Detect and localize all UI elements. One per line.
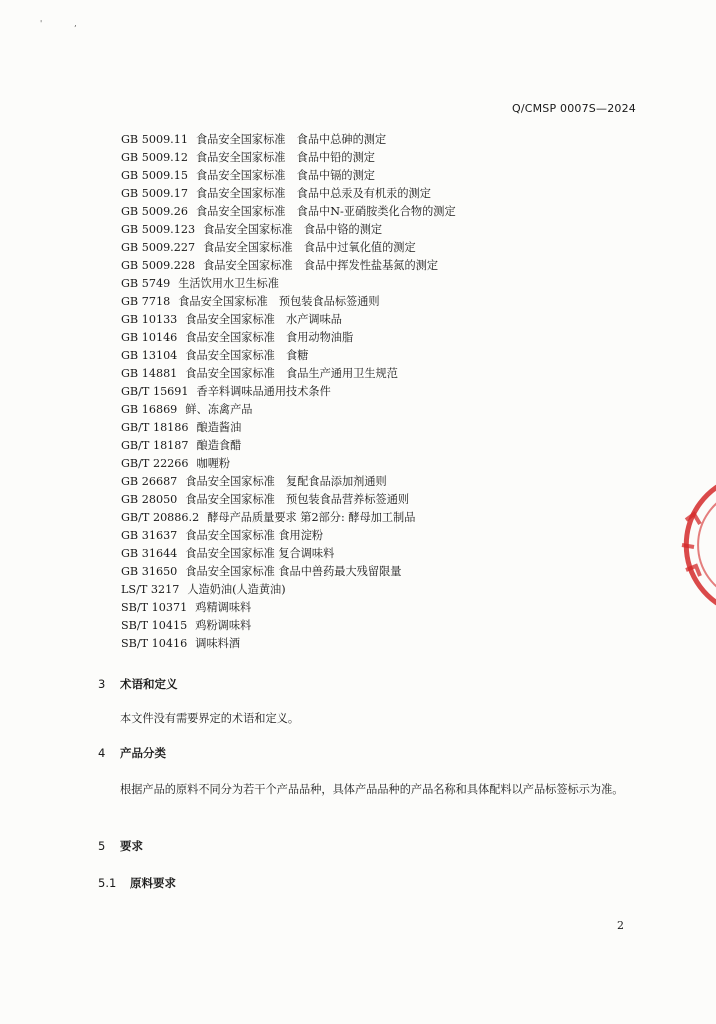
reference-title: 香辛料调味品通用技术条件	[196, 385, 331, 398]
section-3-body	[98, 709, 638, 729]
reference-item	[121, 293, 456, 311]
reference-code: GB 31637	[121, 529, 178, 542]
reference-code: GB 5009.17	[121, 187, 188, 200]
reference-code: GB 31644	[121, 547, 178, 560]
section-number: 3	[98, 677, 106, 691]
reference-code: GB 10146	[121, 331, 178, 344]
reference-code: SB/T 10416	[121, 637, 188, 650]
paragraph: 根据产品的原料不同分为若干个产品品种，具体产品品种的产品名称和具体配料以产品标签标示为准。	[120, 783, 624, 796]
reference-title: 酿造食醋	[196, 439, 242, 452]
reference-item	[121, 203, 456, 221]
reference-title: 食品安全国家标准 食品生产通用卫生规范	[185, 367, 398, 380]
reference-item	[121, 185, 456, 203]
reference-item	[121, 563, 456, 581]
reference-title: 食品安全国家标准 食品中总汞及有机汞的测定	[195, 187, 431, 200]
reference-item	[121, 545, 456, 563]
reference-code: GB 14881	[121, 367, 178, 380]
reference-item	[121, 581, 456, 599]
reference-title: 食品安全国家标准 复合调味料	[185, 547, 335, 560]
section-4-heading	[98, 745, 166, 761]
reference-code: LS/T 3217	[121, 583, 180, 596]
reference-title: 食品安全国家标准 食品中总砷的测定	[195, 133, 387, 146]
reference-item	[121, 473, 456, 491]
reference-item	[121, 455, 456, 473]
reference-item	[121, 149, 456, 167]
reference-item	[121, 221, 456, 239]
reference-item	[121, 635, 456, 653]
reference-title: 食品安全国家标准 食用淀粉	[185, 529, 324, 542]
reference-code: GB/T 20886.2	[121, 511, 200, 524]
section-5-heading	[98, 838, 143, 854]
reference-title: 鸡精调味料	[195, 601, 252, 614]
reference-code: GB 28050	[121, 493, 178, 506]
reference-item	[121, 311, 456, 329]
reference-title: 食品安全国家标准 食用动物油脂	[185, 331, 354, 344]
section-number: 5.1	[98, 876, 117, 890]
reference-code: GB/T 15691	[121, 385, 189, 398]
reference-code: GB 5009.227	[121, 241, 196, 254]
reference-item	[121, 347, 456, 365]
document-code: Q/CMSP 0007S—2024	[511, 102, 636, 115]
reference-code: GB 16869	[121, 403, 178, 416]
reference-item	[121, 401, 456, 419]
reference-item	[121, 275, 456, 293]
normative-references-list	[121, 131, 456, 653]
reference-title: 食品安全国家标准 预包装食品标签通则	[178, 295, 380, 308]
reference-title: 食品安全国家标准 食品中过氧化值的测定	[203, 241, 416, 254]
reference-title: 咖喱粉	[196, 457, 231, 470]
reference-title: 食品安全国家标准 食糖	[185, 349, 309, 362]
section-4-body	[98, 780, 638, 800]
reference-title: 鸡粉调味料	[195, 619, 252, 632]
section-5-1-heading	[98, 875, 176, 891]
paragraph: 本文件没有需要界定的术语和定义。	[120, 712, 300, 725]
reference-code: SB/T 10415	[121, 619, 188, 632]
section-number: 4	[98, 746, 106, 760]
reference-item	[121, 437, 456, 455]
reference-code: GB 31650	[121, 565, 178, 578]
reference-code: GB/T 18186	[121, 421, 189, 434]
reference-code: GB 26687	[121, 475, 178, 488]
reference-item	[121, 131, 456, 149]
reference-title: 酿造酱油	[196, 421, 242, 434]
reference-code: GB 5009.26	[121, 205, 188, 218]
reference-code: GB 13104	[121, 349, 178, 362]
reference-code: SB/T 10371	[121, 601, 188, 614]
reference-title: 酵母产品质量要求 第2部分: 酵母加工制品	[207, 511, 416, 524]
reference-code: GB 10133	[121, 313, 178, 326]
red-seal-stamp	[656, 470, 716, 620]
reference-item	[121, 599, 456, 617]
reference-title: 食品安全国家标准 食品中挥发性盐基氮的测定	[203, 259, 439, 272]
reference-item	[121, 365, 456, 383]
reference-title: 食品安全国家标准 水产调味品	[185, 313, 342, 326]
reference-title: 食品安全国家标准 复配食品添加剂通则	[185, 475, 387, 488]
reference-title: 食品安全国家标准 食品中铅的测定	[195, 151, 375, 164]
reference-item	[121, 419, 456, 437]
section-title: 术语和定义	[120, 677, 178, 691]
reference-code: GB 7718	[121, 295, 171, 308]
reference-title: 鲜、冻禽产品	[185, 403, 253, 416]
reference-item	[121, 509, 456, 527]
reference-item	[121, 617, 456, 635]
section-title: 原料要求	[130, 876, 176, 890]
reference-code: GB 5009.12	[121, 151, 188, 164]
page-number: 2	[617, 919, 624, 932]
reference-title: 食品安全国家标准 食品中N-亚硝胺类化合物的测定	[195, 205, 456, 218]
scan-marks: ' ,	[40, 19, 77, 28]
section-3-heading	[98, 676, 178, 692]
reference-item	[121, 167, 456, 185]
reference-title: 生活饮用水卫生标准	[178, 277, 279, 290]
reference-item	[121, 257, 456, 275]
reference-item	[121, 527, 456, 545]
section-number: 5	[98, 839, 106, 853]
reference-code: GB 5009.11	[121, 133, 188, 146]
reference-item	[121, 491, 456, 509]
section-title: 产品分类	[120, 746, 166, 760]
reference-code: GB 5009.15	[121, 169, 188, 182]
reference-title: 食品安全国家标准 食品中铬的测定	[203, 223, 383, 236]
reference-code: GB/T 22266	[121, 457, 189, 470]
reference-item	[121, 239, 456, 257]
reference-title: 食品安全国家标准 食品中镉的测定	[195, 169, 375, 182]
reference-item	[121, 329, 456, 347]
reference-code: GB 5009.228	[121, 259, 196, 272]
reference-item	[121, 383, 456, 401]
reference-title: 人造奶油(人造黄油)	[187, 583, 286, 596]
reference-code: GB/T 18187	[121, 439, 189, 452]
reference-title: 调味料酒	[195, 637, 241, 650]
reference-code: GB 5009.123	[121, 223, 196, 236]
reference-title: 食品安全国家标准 食品中兽药最大残留限量	[185, 565, 402, 578]
section-title: 要求	[120, 839, 143, 853]
reference-code: GB 5749	[121, 277, 171, 290]
reference-title: 食品安全国家标准 预包装食品营养标签通则	[185, 493, 410, 506]
